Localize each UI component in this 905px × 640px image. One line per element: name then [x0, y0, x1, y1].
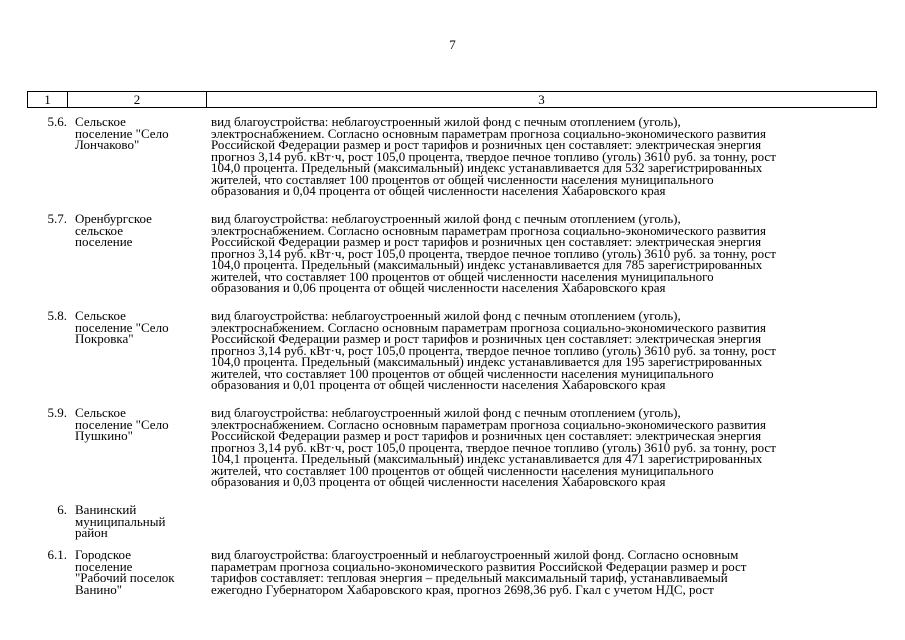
row-number: 6.1.: [47, 547, 67, 562]
column-header-2: 2: [68, 92, 207, 108]
row-number: 5.8.: [47, 308, 67, 323]
settlement-description: вид благоустройства: неблагоустроенный жилой фонд с печным отоплением (уголь), электроснабжением. Согласно основным параметрам прогноза социально-экономического развития Российской Федерации размер и рост тарифов и розничных цен составляет: электрическая энергия прогноз 3,14 руб. кВт·ч, рост 105,0 процента, твердое печное топливо (уголь) 3610 руб. за тонну, рост 104,0 процента. Предельный (максимальный) индекс устанавливается для 195 зарегистрированных жителей, что составляет 100 процентов от общей численности населения муниципального образования и 0,01 процента от общей численности населения Хабаровского края: [211, 308, 776, 392]
settlement-name: Сельское поселение "Село Лончаково": [75, 114, 169, 152]
settlement-name: Сельское поселение "Село Пушкино": [75, 405, 169, 443]
district-name: Ванинский муниципальный район: [75, 502, 166, 540]
row-number: 5.9.: [47, 405, 67, 420]
settlement-name: Сельское поселение "Село Покровка": [75, 308, 169, 346]
column-header-3: 3: [207, 92, 877, 108]
table-header: [27, 91, 877, 108]
row-number: 6.: [57, 502, 67, 517]
settlement-description: вид благоустройства: неблагоустроенный жилой фонд с печным отоплением (уголь), электроснабжением. Согласно основным параметрам прогноза социально-экономического развития Российской Федерации размер и рост тарифов и розничных цен составляет: электрическая энергия прогноз 3,14 руб. кВт·ч, рост 105,0 процента, твердое печное топливо (уголь) 3610 руб. за тонну, рост 104,1 процента. Предельный (максимальный) индекс устанавливается для 471 зарегистрированных жителей, что составляет 100 процентов от общей численности населения муниципального образования и 0,03 процента от общей численности населения Хабаровского края: [211, 405, 776, 489]
settlement-name: Городское поселение "Рабочий поселок Ванино": [75, 547, 175, 597]
row-number: 5.7.: [47, 211, 67, 226]
settlement-description: вид благоустройства: неблагоустроенный жилой фонд с печным отоплением (уголь), электроснабжением. Согласно основным параметрам прогноза социально-экономического развития Российской Федерации размер и рост тарифов и розничных цен составляет: электрическая энергия прогноз 3,14 руб. кВт·ч, рост 105,0 процента, твердое печное топливо (уголь) 3610 руб. за тонну, рост 104,0 процента. Предельный (максимальный) индекс устанавливается для 532 зарегистрированных жителей, что составляет 100 процентов от общей численности населения муниципального образования и 0,04 процента от общей численности населения Хабаровского края: [211, 114, 776, 198]
settlement-name: Оренбургское сельское поселение: [75, 211, 152, 249]
settlement-description: вид благоустройства: неблагоустроенный жилой фонд с печным отоплением (уголь), электроснабжением. Согласно основным параметрам прогноза социально-экономического развития Российской Федерации размер и рост тарифов и розничных цен составляет: электрическая энергия прогноз 3,14 руб. кВт·ч, рост 105,0 процента, твердое печное топливо (уголь) 3610 руб. за тонну, рост 104,0 процента. Предельный (максимальный) индекс устанавливается для 785 зарегистрированных жителей, что составляет 100 процентов от общей численности населения муниципального образования и 0,06 процента от общей численности населения Хабаровского края: [211, 211, 776, 295]
row-number: 5.6.: [47, 114, 67, 129]
page-number: 7: [449, 37, 456, 52]
column-header-1: 1: [28, 92, 68, 108]
settlement-description: вид благоустройства: благоустроенный и неблагоустроенный жилой фонд. Согласно основным параметрам прогноза социально-экономического развития Российской Федерации размер и рост тарифов составляет: тепловая энергия – предельный максимальный тариф, устанавливаемый ежегодно Губернатором Хабаровского края, прогноз 2698,36 руб. Гкал с учетом НДС, рост: [211, 547, 747, 597]
